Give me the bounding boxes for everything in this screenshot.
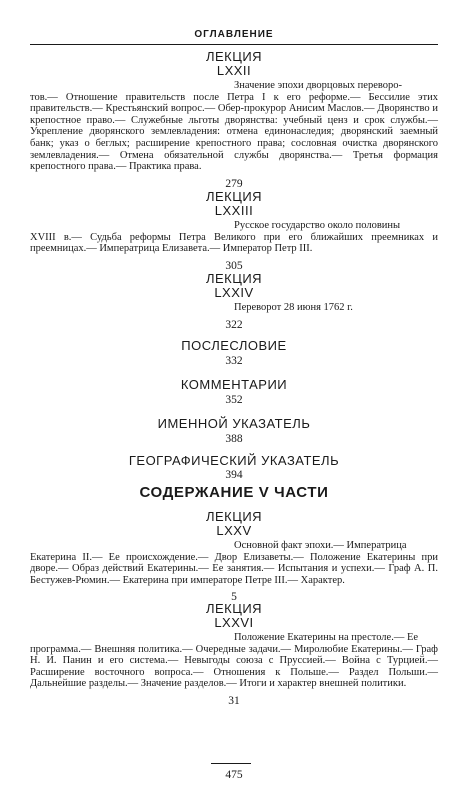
lecture-description bbox=[30, 302, 438, 314]
page-number: 475 bbox=[225, 769, 243, 781]
lecture-number: LXXIII bbox=[214, 203, 254, 218]
lecture-heading: ЛЕКЦИЯ bbox=[205, 49, 263, 64]
footer-rule bbox=[211, 763, 251, 764]
lecture-text: Екатерина II.— Ее происхождение.— Двор Елизаветы.— Положение Екатерины при дворе.— Образ действий Екатерины.— Ее занятия.— Испытания и успехи.— Граф А. П. Бестужев-Рюмин.— Екатерина при императоре Петре III.— Характер. bbox=[30, 551, 438, 586]
section-name-index: ИМЕННОЙ УКАЗАТЕЛЬ bbox=[157, 416, 311, 431]
lecture-heading: ЛЕКЦИЯ bbox=[205, 271, 263, 286]
lecture-description bbox=[30, 540, 438, 586]
running-header: ОГЛАВЛЕНИЕ bbox=[194, 29, 274, 40]
header-rule bbox=[30, 44, 438, 45]
page-ref: 31 bbox=[228, 694, 240, 707]
toc-entry-lxxii bbox=[30, 50, 438, 191]
page-ref: 5 bbox=[231, 591, 237, 604]
section-name-index-page: 388 bbox=[225, 433, 243, 445]
lecture-description bbox=[30, 80, 438, 173]
lecture-heading: ЛЕКЦИЯ bbox=[205, 601, 263, 616]
lecture-text: XVIII в.— Судьба реформы Петра Великого при его ближайших преемниках и преемницах.— Императрица Елизавета.— Император Петр III. bbox=[30, 231, 438, 255]
lecture-number: LXXIV bbox=[214, 285, 254, 300]
section-commentary-page: 352 bbox=[225, 394, 243, 406]
lecture-lead: Русское государство около половины bbox=[234, 220, 401, 231]
page-ref: 305 bbox=[225, 259, 243, 272]
section-geo-index: ГЕОГРАФИЧЕСКИЙ УКАЗАТЕЛЬ bbox=[128, 453, 340, 468]
toc-entry-lxxiv bbox=[30, 272, 438, 332]
lecture-lead: Значение эпохи дворцовых переворо- bbox=[234, 80, 402, 91]
lecture-text: тов.— Отношение правительств после Петра I к его реформе.— Бессилие этих правительств.— Крестьянский вопрос.— Обер-прокурор Анисим Маслов.— Дворянство и крепостное право.— Служебные льготы дворянства: учебный ценз и срок службы.— Укрепление дворянского землевладения: отмена единонаследия; дворянский заемный банк; указ о беглых; расширение крепостного права; сословная очистка дворянского землевладения.— Отмена обязательной службы дворянства.— Третья формация крепостного права.— Практика права. bbox=[30, 91, 438, 173]
lecture-number: LXXVI bbox=[214, 615, 254, 630]
lecture-text: программа.— Внешняя политика.— Очередные задачи.— Миролюбие Екатерины.— Граф Н. И. Панин и его система.— Невыгоды союза с Пруссией.— Война с Турцией.— Расширение восточного вопроса.— Отношения к Польше.— Раздел Польши.— Дальнейшие разделы.— Значение разделов.— Итоги и характер внешней политики. bbox=[30, 643, 438, 690]
part-title: СОДЕРЖАНИЕ V ЧАСТИ bbox=[139, 484, 329, 501]
toc-entry-lxxvi bbox=[30, 602, 438, 708]
lecture-number: LXXV bbox=[216, 523, 252, 538]
lecture-lead: Основной факт эпохи.— Императрица bbox=[234, 540, 407, 551]
lecture-heading: ЛЕКЦИЯ bbox=[205, 509, 263, 524]
lecture-lead: Переворот 28 июня 1762 г. bbox=[234, 302, 353, 313]
lecture-description bbox=[30, 632, 438, 690]
toc-entry-lxxv bbox=[30, 510, 438, 604]
section-afterword: ПОСЛЕСЛОВИЕ bbox=[181, 338, 287, 353]
page-ref: 322 bbox=[225, 318, 243, 331]
page-ref: 279 bbox=[225, 177, 243, 190]
section-commentary: КОММЕНТАРИИ bbox=[180, 377, 288, 392]
toc-entry-lxxiii bbox=[30, 190, 438, 273]
section-geo-index-page: 394 bbox=[225, 469, 243, 481]
lecture-lead: Положение Екатерины на престоле.— Ее bbox=[234, 632, 419, 643]
lecture-heading: ЛЕКЦИЯ bbox=[205, 189, 263, 204]
section-afterword-page: 332 bbox=[225, 355, 243, 367]
lecture-number: LXXII bbox=[216, 63, 252, 78]
lecture-description bbox=[30, 220, 438, 255]
